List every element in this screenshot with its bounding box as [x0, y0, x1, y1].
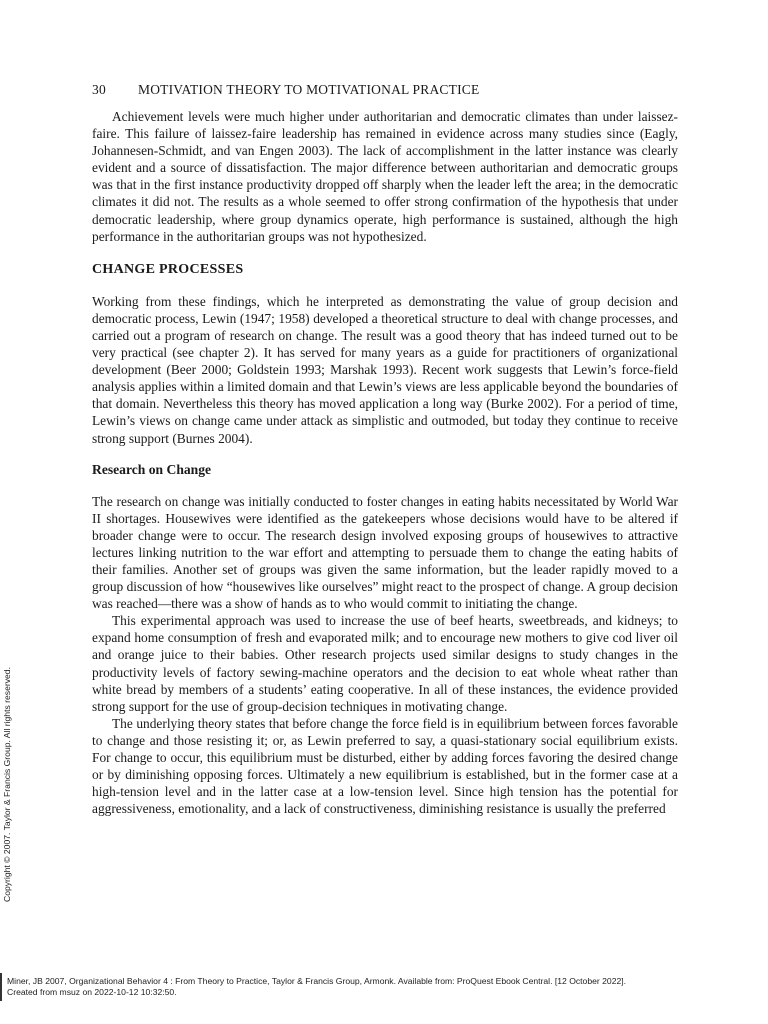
- page-number: 30: [92, 82, 106, 97]
- citation-footer: [7, 976, 626, 998]
- paragraph-lewin-theory: Working from these findings, which he interpreted as demonstrating the value of group decision and democratic process, Lewin (1947; 1958) developed a theoretical structure to deal with change processes, and carried out a program of research on change. The result was a good theory that has indeed turned out to be very practical (see chapter 2). It has served for many years as a guide for practitioners of organizational development (Beer 2000; Goldstein 1993; Marshak 1993). Recent work suggests that Lewin’s force-field analysis applies within a limited domain and that Lewin’s views are less applicable beyond the boundaries of that domain. Nevertheless this theory has moved application a long way (Burke 2002). For a period of time, Lewin’s views on change came under attack as simplistic and outmoded, but today they continue to receive strong support (Burnes 2004).: [92, 293, 678, 446]
- heading-change-processes: CHANGE PROCESSES: [92, 261, 244, 277]
- heading-research-on-change: Research on Change: [92, 461, 212, 477]
- citation-line-2: Created from msuz on 2022-10-12 10:32:50.: [7, 987, 177, 997]
- page-body: [92, 108, 678, 817]
- paragraph-experimental-approach: This experimental approach was used to increase the use of beef hearts, sweetbreads, and kidneys; to expand home consumption of fresh and evaporated milk; and to encourage new mothers to give cod liver oil and orange juice to their babies. Other research projects used similar designs to study changes in the productivity levels of factory sewing-machine operators and the decision to eat whole wheat rather than white bread by members of a students’ eating cooperative. In all of these instances, the evidence provided strong support for the use of group-decision techniques in motivating change.: [92, 613, 678, 714]
- footer-divider: [0, 973, 2, 1001]
- paragraph-underlying-theory: The underlying theory states that before change the force field is in equilibrium between forces favorable to change and those resisting it; or, as Lewin preferred to say, a quasi-stationary social equilibrium exists. For change to occur, this equilibrium must be disturbed, either by adding forces favoring the desired change or by diminishing opposing forces. Ultimately a new equilibrium is established, but in the former case at a high-tension level and in the latter case at a low-tension level. Since high tension has the potential for aggressiveness, emotionality, and a lack of constructiveness, diminishing resistance is usually the preferred: [92, 715, 678, 817]
- paragraph-research-change: The research on change was initially conducted to foster changes in eating habits necessitated by World War II shortages. Housewives were identified as the gatekeepers whose decisions would have to be altered if broader change were to occur. The research design involved exposing groups of housewives to attractive lectures linking nutrition to the war effort and attempting to persuade them to change the eating habits of their families. Another set of groups was given the same information, but the leader rapidly moved to a group discussion of how “housewives like ourselves” might react to the prospect of change. A group decision was reached—there was a show of hands as to who would commit to initiating the change.: [92, 493, 678, 612]
- paragraph-achievement: Achievement levels were much higher under authoritarian and democratic climates than under laissez-faire. This failure of laissez-faire leadership has remained in evidence across many studies since (Eagly, Johannesen-Schmidt, and van Engen 2003). The lack of accomplishment in the latter instance was clearly evident and a source of dissatisfaction. The major difference between authoritarian and democratic groups was that in the first instance productivity dropped off sharply when the leader left the area; in the democratic climates it did not. The results as a whole seemed to offer strong confirmation of the hypothesis that under democratic leadership, where group dynamics operate, high performance is sustained, although the high performance in the authoritarian groups was not hypothesized.: [92, 109, 678, 244]
- running-head-title: MOTIVATION THEORY TO MOTIVATIONAL PRACTICE: [138, 82, 480, 97]
- running-head: [92, 82, 479, 98]
- citation-line-1: Miner, JB 2007, Organizational Behavior 4 : From Theory to Practice, Taylor & Francis Group, Armonk. Available from: ProQuest Ebook Central. [12 October 2022].: [7, 976, 627, 986]
- copyright-notice: Copyright © 2007. Taylor & Francis Group. All rights reserved.: [2, 667, 12, 902]
